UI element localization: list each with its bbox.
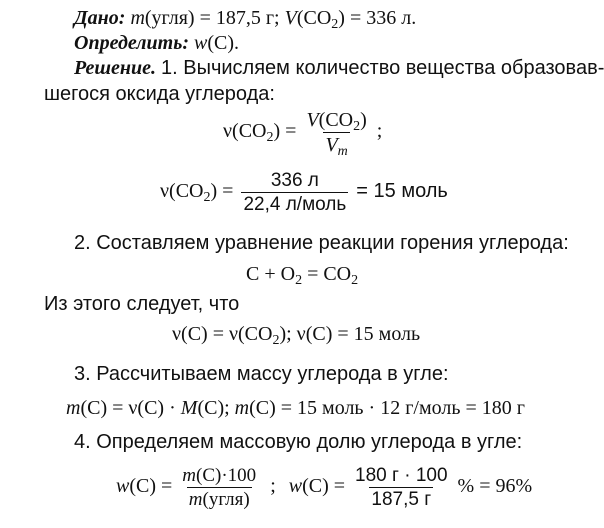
f1-num-symbol: V xyxy=(306,109,319,131)
f2-numerator: 336 л xyxy=(270,170,319,191)
find-w-arg: (С). xyxy=(207,32,240,54)
mass-p3: (C) = 15 моль · 12 г/моль = 180 г xyxy=(249,397,525,419)
mf-num-2: 180 г · 100 xyxy=(355,465,448,486)
f1-num-post: ) xyxy=(360,109,367,131)
step2-text: 2. Составляем уравнение реакции горения углерода: xyxy=(74,232,569,254)
f1-num-pre: (CO xyxy=(318,109,354,131)
given-label: Дано: xyxy=(74,7,126,29)
f2-fraction xyxy=(241,171,348,214)
f1-lhs-sub: 2 xyxy=(266,130,274,145)
moles-equality xyxy=(172,323,421,348)
reaction-left: С + O xyxy=(246,263,296,285)
mf-result: % = 96% xyxy=(457,475,533,498)
given-m-symbol: m xyxy=(130,7,145,29)
solution-step1-text: 1. Вычисляем количество вещества образовав- xyxy=(161,57,604,79)
eq-sub: 2 xyxy=(272,332,280,348)
f1-den-sub: m xyxy=(337,143,348,159)
step4-text: 4. Определяем массовую долю углерода в угле: xyxy=(74,431,523,453)
given-m-value: (угля) = 187,5 г; xyxy=(144,7,280,29)
find-w-symbol: w xyxy=(194,32,208,54)
formula-moles-calc xyxy=(160,171,448,214)
find-label: Определить: xyxy=(74,32,189,54)
mass-p1: (C) = ν(C) · xyxy=(80,397,181,419)
f2-lhs-post: ) = xyxy=(210,180,234,203)
mf-num-symbol: m xyxy=(182,465,197,486)
solution-label: Решение. xyxy=(74,57,157,79)
f1-end: ; xyxy=(376,120,383,143)
f2-denominator: 22,4 л/моль xyxy=(243,194,347,215)
f1-denominator xyxy=(323,132,349,159)
f1-lhs-pre: ν(CO xyxy=(223,120,267,143)
f1-num-sub: 2 xyxy=(353,118,361,134)
mf-lhs-post: (C) = xyxy=(129,475,173,498)
f2-result: = 15 моль xyxy=(356,180,448,203)
eq-pre: ν(C) = ν(CO xyxy=(172,323,273,345)
mf-separator: ; xyxy=(270,475,276,498)
mf-fraction-1 xyxy=(180,466,258,509)
mf-den-post: (угля) xyxy=(202,489,250,510)
f2-lhs-sub: 2 xyxy=(203,190,211,205)
f1-fraction xyxy=(304,109,368,159)
mf-den-2: 187,5 г xyxy=(371,489,432,510)
step3-text: 3. Рассчитываем массу углерода в угле: xyxy=(74,363,449,385)
mass-p2: (C); xyxy=(197,397,235,419)
mf-num-post: (C)·100 xyxy=(196,465,257,486)
find-line xyxy=(74,33,239,53)
mass-fraction-formula xyxy=(116,466,532,509)
mf-rhs-post: (C) = xyxy=(302,475,346,498)
reaction-right-sub: 2 xyxy=(351,272,359,288)
given-v-post: ) = 336 л. xyxy=(338,7,417,29)
f2-lhs-pre: ν(CO xyxy=(160,180,204,203)
given-v-pre: (CO xyxy=(296,7,332,29)
f1-den-symbol: V xyxy=(325,134,338,156)
reaction-equation xyxy=(246,263,359,288)
mf-num-1 xyxy=(180,466,258,487)
mass-M: M xyxy=(180,397,198,419)
reaction-right: = CO xyxy=(302,263,352,285)
solution-line-2: шегося оксида углерода: xyxy=(44,83,275,105)
eq-post: ); ν(C) = 15 моль xyxy=(279,323,421,345)
f1-numerator xyxy=(304,110,368,132)
given-v-symbol: V xyxy=(284,7,297,29)
reaction-left-sub: 2 xyxy=(295,272,303,288)
given-line xyxy=(74,7,417,32)
formula-moles-general xyxy=(223,109,383,159)
solution-line-1 xyxy=(74,58,604,78)
mass-m2: m xyxy=(234,397,250,419)
mf-fraction-2 xyxy=(353,466,450,509)
given-v-sub: 2 xyxy=(331,16,339,32)
mf-den-symbol: m xyxy=(188,489,203,510)
mf-den-1 xyxy=(187,487,252,509)
mf-rhs-symbol: w xyxy=(288,475,303,498)
mf-lhs-symbol: w xyxy=(116,475,130,498)
f1-lhs-post: ) = xyxy=(273,120,297,143)
mass-m1: m xyxy=(66,397,81,419)
mass-formula xyxy=(66,398,525,418)
conclusion-text: Из этого следует, что xyxy=(44,293,240,315)
